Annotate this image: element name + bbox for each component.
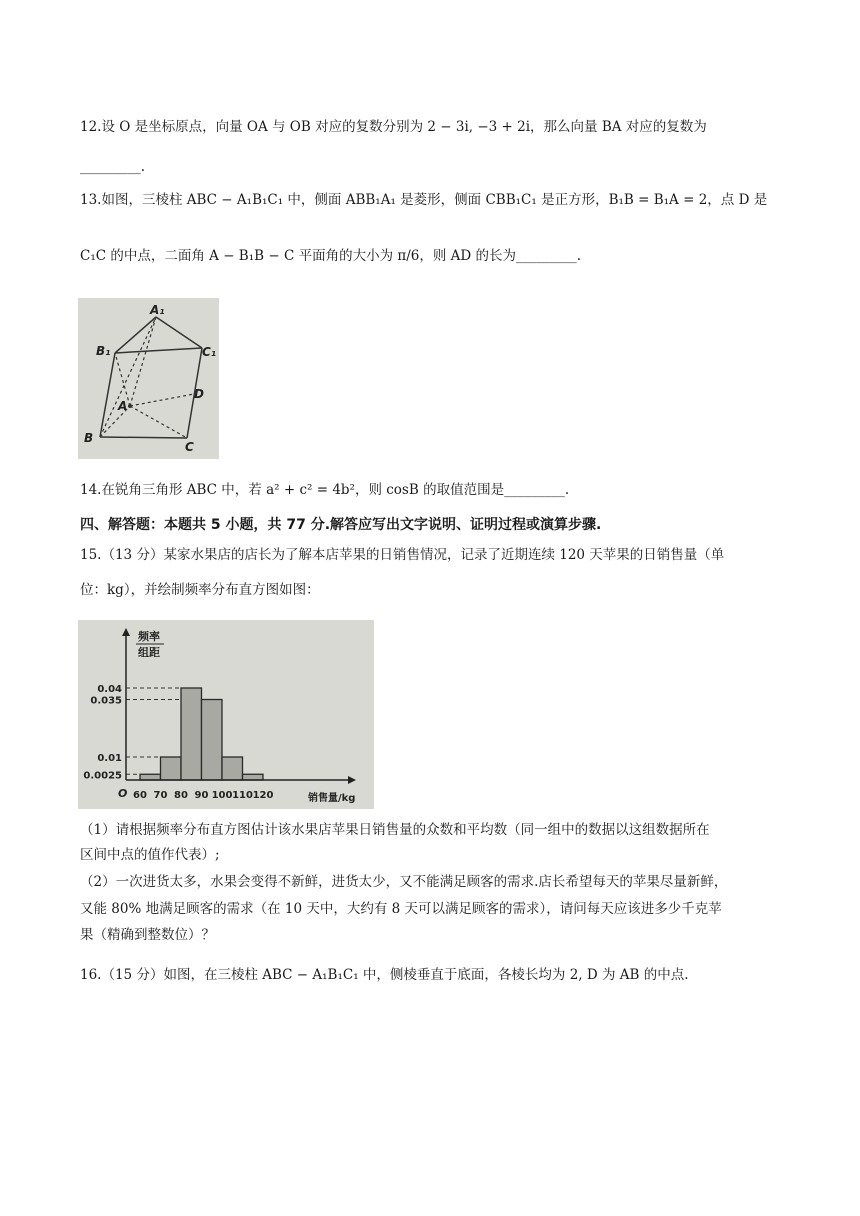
label-c: C <box>185 440 194 454</box>
y-tick-label: 0.035 <box>90 695 122 707</box>
label-d: D <box>194 387 204 401</box>
x-axis-arrow-icon <box>348 776 356 784</box>
q15-part2-line2: 又能 80% 地满足顾客的需求（在 10 天中，大约有 8 天可以满足顾客的需求），请问每天应该进多少千克苹 <box>80 901 722 917</box>
histogram-bar <box>140 774 161 780</box>
x-tick-label: 110 <box>232 790 253 801</box>
histogram-bar <box>202 700 223 781</box>
x-tick-label: 90 <box>194 790 209 801</box>
x-tick-label: 120 <box>252 790 274 801</box>
q15-line2: 位：kg），并绘制频率分布直方图如图： <box>80 582 320 598</box>
y-label-top: 频率 <box>138 630 160 643</box>
label-c1: C₁ <box>202 345 217 359</box>
q12-answer-blank: _________. <box>80 159 146 175</box>
q15-part2-line3: 果（精确到整数位）？ <box>80 927 215 943</box>
label-b: B <box>84 431 94 445</box>
q12-line1: 12.设 O 是坐标原点，向量 OA 与 OB 对应的复数分别为 2 − 3i, −3 + 2i，那么向量 BA 对应的复数为 <box>80 119 707 135</box>
x-tick-label: 70 <box>153 790 168 801</box>
prism-figure <box>78 298 219 459</box>
histogram-bar <box>181 688 202 780</box>
q13-line2: C₁C 的中点，二面角 A − B₁B − C 平面角的大小为 π/6，则 AD 的长为_________. <box>80 248 582 264</box>
x-axis-label: 销售量/kg <box>308 793 356 804</box>
section-heading: 四、解答题：本题共 5 小题，共 77 分.解答应写出文字说明、证明过程或演算步骤. <box>80 517 602 533</box>
y-tick-label: 0.0025 <box>83 770 122 782</box>
label-a1: A₁ <box>150 303 165 317</box>
histogram-chart <box>78 620 374 809</box>
prism-diagram <box>78 298 219 459</box>
y-tick-label: 0.01 <box>97 753 122 764</box>
q15-line1: 15.（13 分）某家水果店的店长为了解本店苹果的日销售情况，记录了近期连续 120 天苹果的日销售量（单 <box>80 547 725 563</box>
origin-label: O <box>118 787 128 800</box>
x-tick-label: 80 <box>174 790 188 801</box>
x-tick-label: 100 <box>211 790 233 801</box>
label-a: A <box>118 399 128 413</box>
q15-part1-line2: 区间中点的值作代表）; <box>80 847 220 863</box>
label-b1: B₁ <box>96 344 111 358</box>
q16-line1: 16.（15 分）如图，在三棱柱 ABC − A₁B₁C₁ 中，侧棱垂直于底面，各棱长均为 2, D 为 AB 的中点. <box>80 967 689 983</box>
histogram-bar <box>222 757 243 780</box>
y-tick-label: 0.04 <box>97 684 122 695</box>
y-axis-arrow-icon <box>122 628 130 636</box>
y-label-bottom: 组距 <box>138 646 160 659</box>
x-tick-label: 60 <box>133 790 147 801</box>
histogram-bar <box>161 757 182 780</box>
q15-part1-line1: （1）请根据频率分布直方图估计该水果店苹果日销售量的众数和平均数（同一组中的数据以这组数据所在 <box>80 822 710 838</box>
q14-line1: 14.在锐角三角形 ABC 中，若 a² + c² = 4b²，则 cosB 的取值范围是_________. <box>80 482 570 498</box>
histogram-figure <box>78 620 374 809</box>
q13-line1: 13.如图，三棱柱 ABC − A₁B₁C₁ 中，侧面 ABB₁A₁ 是菱形，侧面 CBB₁C₁ 是正方形，B₁B = B₁A = 2，点 D 是 <box>80 192 768 208</box>
histogram-bar <box>243 774 264 780</box>
q15-part2-line1: （2）一次进货太多，水果会变得不新鲜，进货太少，又不能满足顾客的需求.店长希望每天的苹果尽量新鲜， <box>80 874 728 890</box>
